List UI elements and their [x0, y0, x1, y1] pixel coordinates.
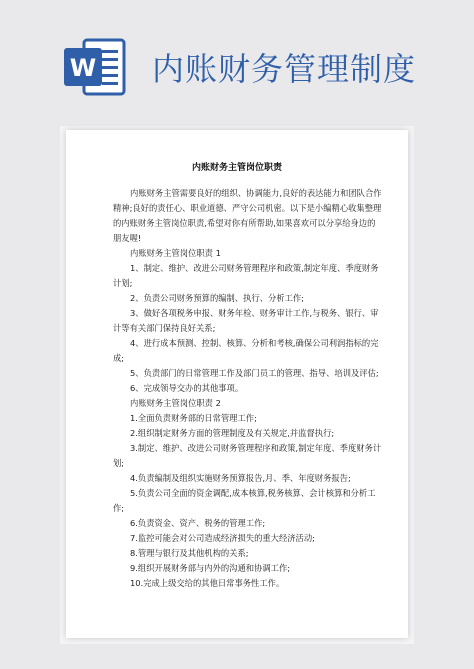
list-item: 3、做好各项税务申报、财务年检、财务审计工作,与税务、银行、审计等有关部门保持良好关系; [113, 308, 379, 333]
list-item: 6、完成领导交办的其他事项。 [130, 383, 244, 393]
list-item: 10.完成上级交给的其他日常事务性工作。 [130, 578, 285, 588]
word-icon-letter: W [69, 54, 97, 82]
list-item: 5、负责部门的日常管理工作及部门员工的管理、指导、培训及评估; [130, 368, 379, 378]
list-item: 4、进行成本预测、控制、核算、分析和考核,确保公司利润指标的完成; [113, 338, 379, 363]
list-item: 3.制定、维护、改进公司财务管理程序和政策,制定年度、季度财务计划; [113, 443, 382, 468]
list-item: 6.负责资金、资产、税务的管理工作; [130, 518, 266, 528]
list-item: 4.负责编制及组织实施财务预算报告,月、季、年度财务报告; [130, 473, 351, 483]
word-doc-icon [62, 34, 128, 100]
document-title: 内账财务主管岗位职责 [191, 163, 282, 173]
document-body [113, 186, 383, 591]
intro-paragraph: 内账财务主管需要良好的组织、协调能力,良好的表达能力和团队合作精神;良好的责任心、职业道德、严守公司机密。以下是小编精心收集整理的内账财务主管岗位职责,希望对你有所帮助,如果喜欢可以分享给身边的朋友喔! [113, 188, 382, 243]
banner [0, 0, 474, 108]
section-heading: 内账财务主管岗位职责 2 [130, 398, 221, 408]
list-item: 8.管理与银行及其他机构的关系; [130, 548, 249, 558]
list-item: 1、制定、维护、改进公司财务管理程序和政策,制定年度、季度财务计划; [113, 263, 379, 288]
list-item: 9.组织开展财务部与内外的沟通和协调工作; [130, 563, 291, 573]
list-item: 2.组织制定财务方面的管理制度及有关规定,并监督执行; [130, 428, 335, 438]
banner-title: 内账财务管理制度 [152, 50, 417, 88]
list-item: 2、负责公司财务预算的编制、执行、分析工作; [130, 293, 305, 303]
list-item: 7.监控可能会对公司造成经济损失的重大经济活动; [130, 533, 315, 543]
list-item: 5.负责公司全面的资金调配,成本核算,税务核算、会计核算和分析工作; [113, 488, 376, 513]
document-sheet [66, 130, 408, 638]
section-heading: 内账财务主管岗位职责 1 [130, 248, 221, 258]
list-item: 1.全面负责财务部的日常管理工作; [130, 413, 257, 423]
